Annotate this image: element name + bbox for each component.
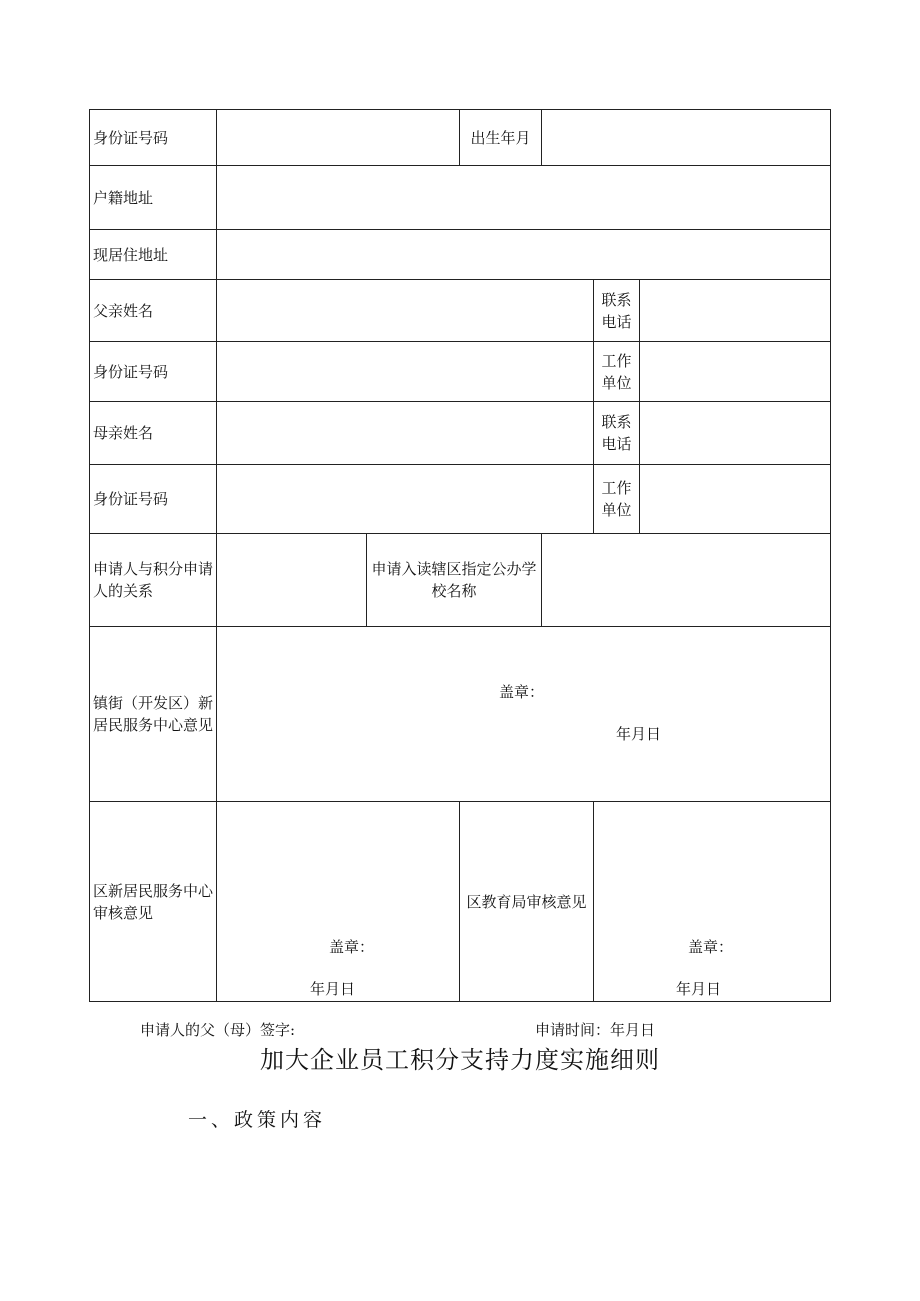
table-row [90,166,831,230]
household-address-label: 户籍地址 [90,166,217,230]
father-id-field[interactable] [217,342,594,402]
relation-label: 申请人与积分申请人的关系 [90,534,217,627]
table-row [90,802,831,1002]
table-row [90,627,831,802]
application-time-label: 申请时间：年月日 [535,1021,656,1039]
birth-date-field[interactable] [542,110,831,166]
town-center-opinion-field[interactable] [217,627,831,802]
education-bureau-label: 区教育局审核意见 [460,802,594,1002]
seal-label: 盖章： [499,683,545,701]
table-row [90,110,831,166]
id-number-field[interactable] [217,110,460,166]
mother-name-field[interactable] [217,402,594,465]
table-row [90,280,831,342]
father-work-field[interactable] [640,342,831,402]
seal-label: 盖章： [688,938,734,956]
parent-signature-label: 申请人的父（母）签字: [140,1021,296,1039]
residence-address-label: 现居住地址 [90,230,217,280]
mother-work-field[interactable] [640,465,831,534]
school-name-field[interactable] [542,534,831,627]
residence-address-field[interactable] [217,230,831,280]
table-row [90,465,831,534]
table-row [90,402,831,465]
father-phone-field[interactable] [640,280,831,342]
document-title: 加大企业员工积分支持力度实施细则 [260,1046,660,1074]
district-center-opinion-label: 区新居民服务中心审核意见 [90,802,217,1002]
father-work-label: 工作单位 [594,342,640,402]
father-phone-label: 联系电话 [594,280,640,342]
mother-work-label: 工作单位 [594,465,640,534]
section-heading: 一、政策内容 [188,1109,327,1131]
relation-field[interactable] [217,534,367,627]
mother-phone-field[interactable] [640,402,831,465]
application-form-table [89,109,831,1002]
date-label: 年月日 [616,725,662,743]
father-id-label: 身份证号码 [90,342,217,402]
date-label: 年月日 [310,980,356,998]
mother-id-field[interactable] [217,465,594,534]
id-number-label: 身份证号码 [90,110,217,166]
education-bureau-opinion-field[interactable] [594,802,831,1002]
father-name-field[interactable] [217,280,594,342]
mother-phone-label: 联系电话 [594,402,640,465]
seal-label: 盖章： [329,938,375,956]
mother-name-label: 母亲姓名 [90,402,217,465]
birth-date-label: 出生年月 [460,110,542,166]
table-row [90,342,831,402]
district-center-opinion-field[interactable] [217,802,460,1002]
date-label: 年月日 [676,980,722,998]
father-name-label: 父亲姓名 [90,280,217,342]
mother-id-label: 身份证号码 [90,465,217,534]
school-name-label: 申请入读辖区指定公办学校名称 [367,534,542,627]
town-center-opinion-label: 镇街（开发区）新居民服务中心意见 [90,627,217,802]
household-address-field[interactable] [217,166,831,230]
table-row [90,230,831,280]
table-row [90,534,831,627]
